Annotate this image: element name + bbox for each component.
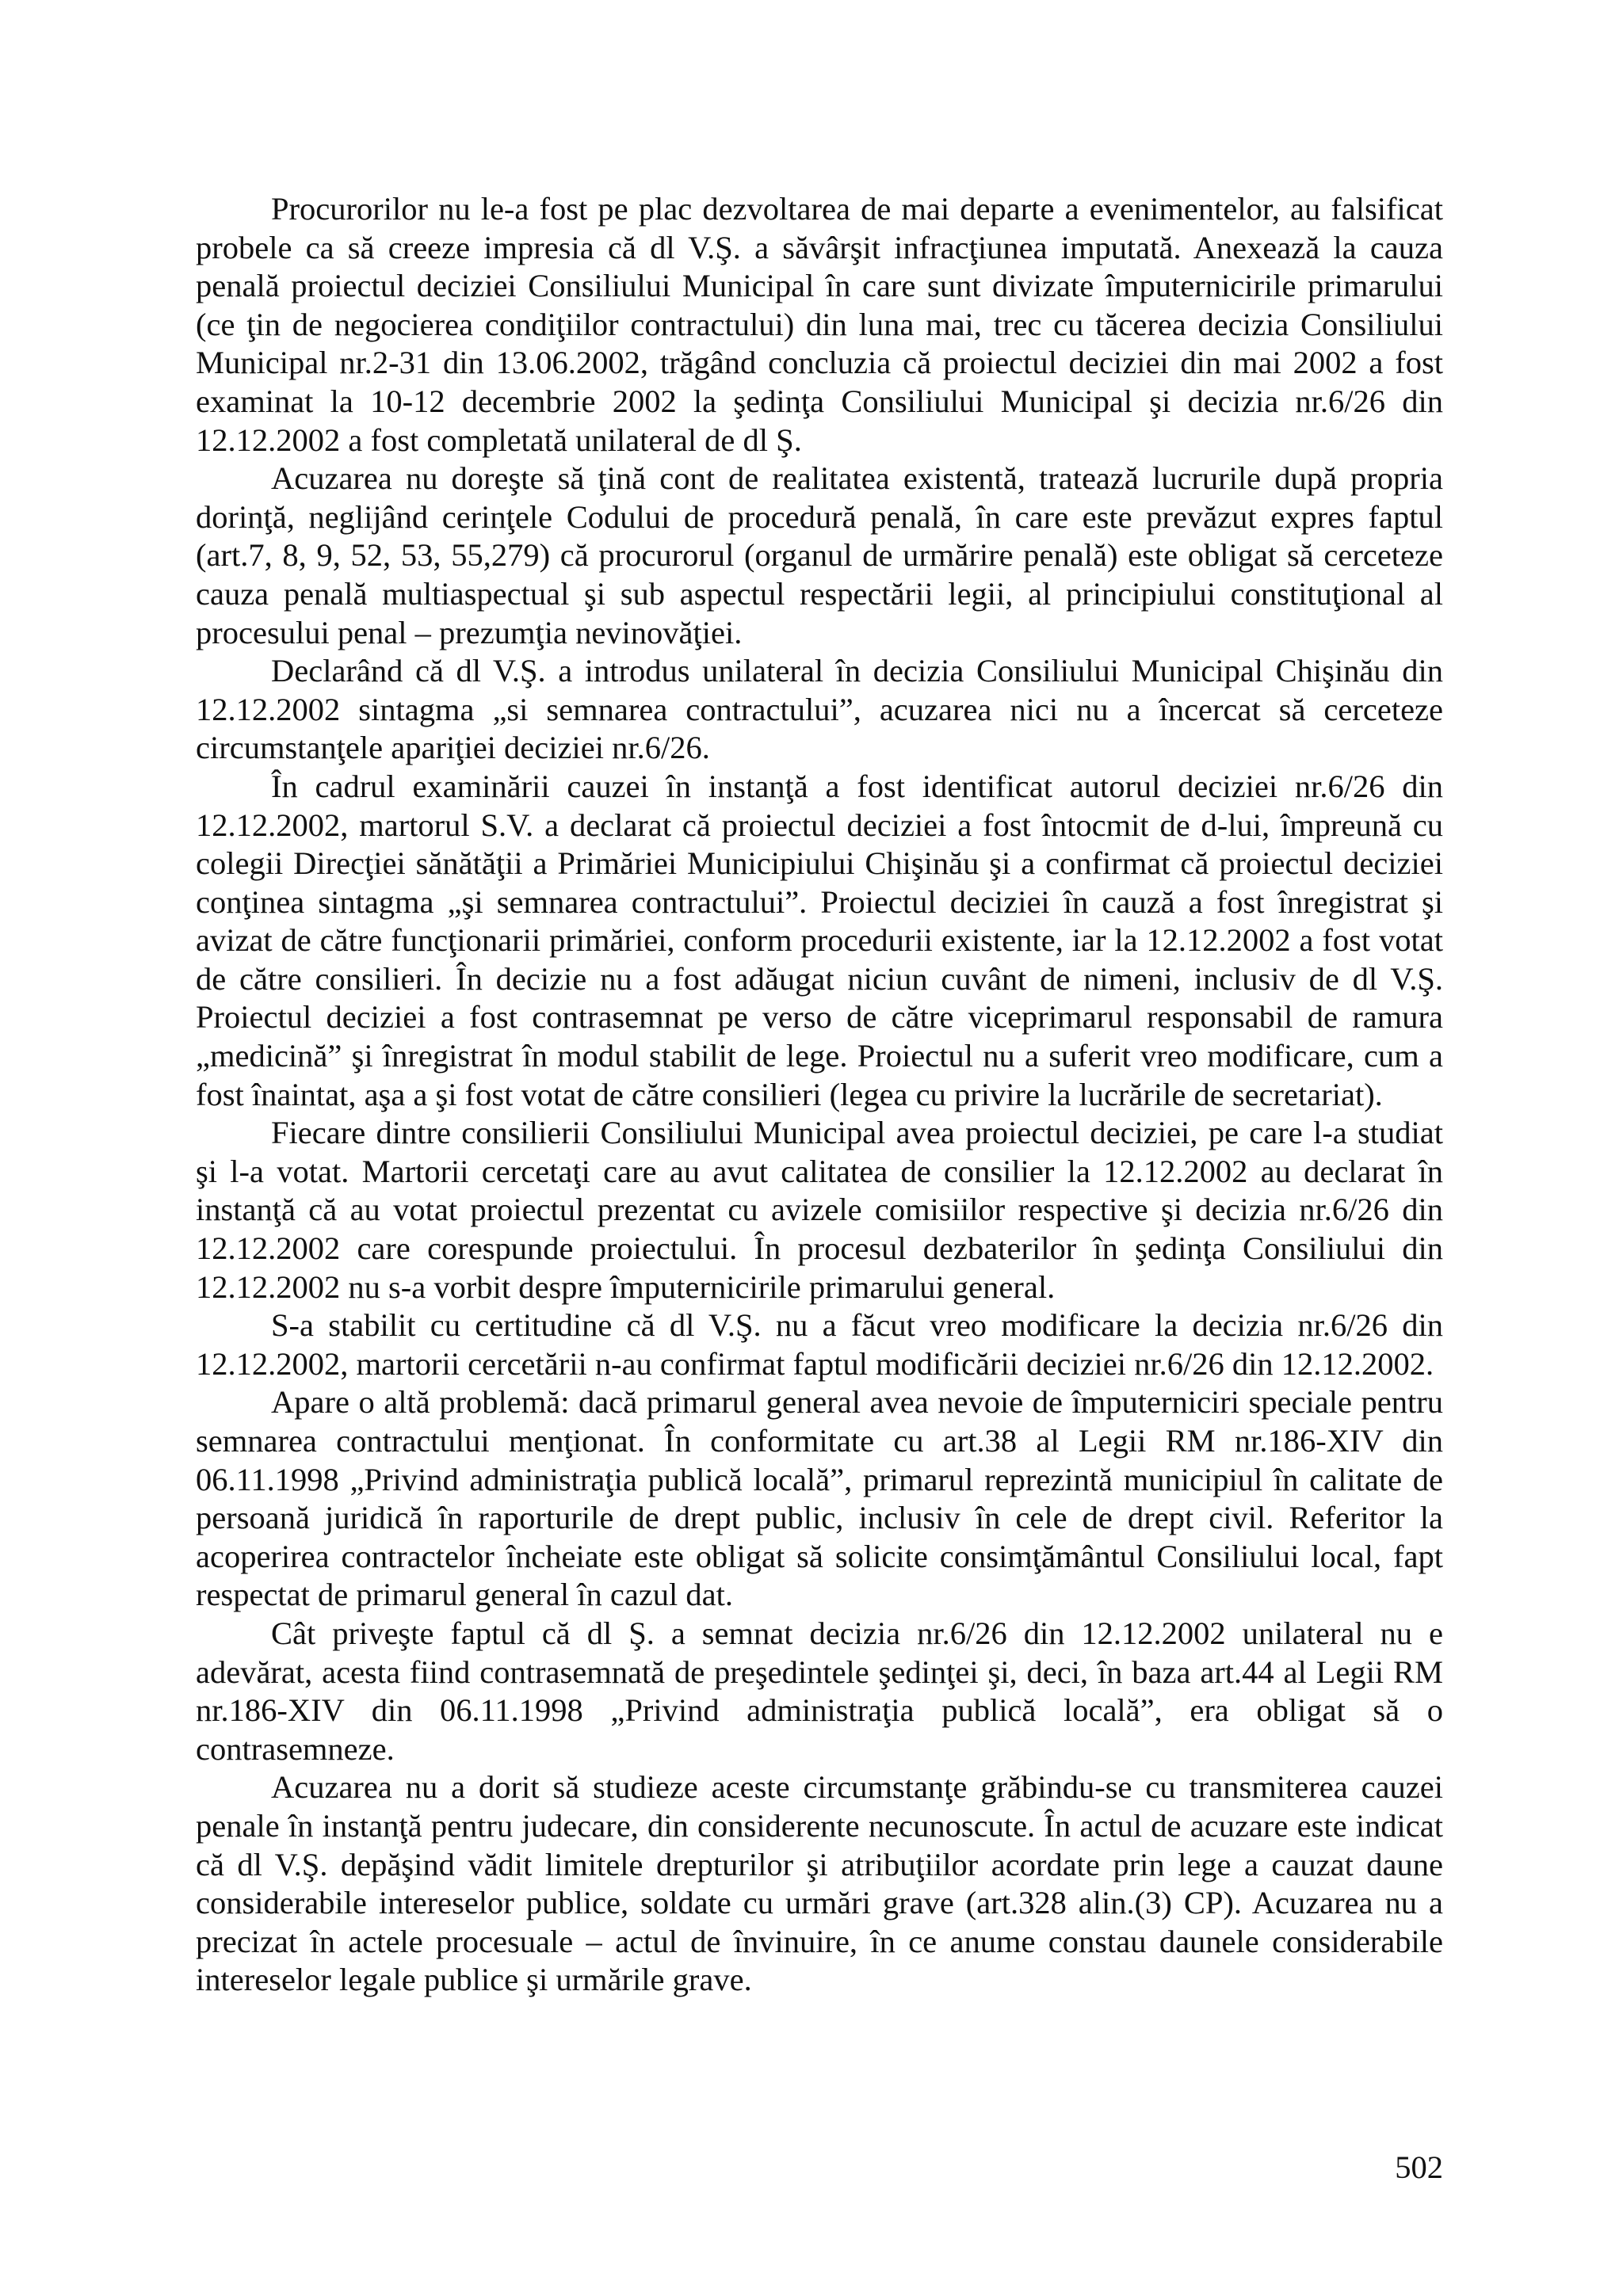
- paragraph-7: Apare o altă problemă: dacă primarul general avea nevoie de împuterniciri speciale pentru semnarea contractului menţionat. În conformitate cu art.38 al Legii RM nr.186-XIV din 06.11.1998 „Privind administraţia publică locală”, primarul reprezintă municipiul în calitate de persoană juridică în raporturile de drept public, inclusiv în cele de drept civil. Referitor la acoperirea contractelor încheiate este obligat să solicite consimţământul Consiliului local, fapt respectat de primarul general în cazul dat.: [196, 1384, 1443, 1613]
- paragraph-2: Acuzarea nu doreşte să ţină cont de realitatea existentă, tratează lucrurile după propria dorinţă, neglijând cerinţele Codului de procedură penală, în care este prevăzut expres faptul (art.7, 8, 9, 52, 53, 55,279) că procurorul (organul de urmărire penală) este obligat să cerceteze cauza penală multiaspectual şi sub aspectul respectării legii, al principiului constituţional al procesului penal – prezumţia nevinovăţiei.: [196, 460, 1443, 650]
- paragraph-5: Fiecare dintre consilierii Consiliului Municipal avea proiectul deciziei, pe care l-a studiat şi l-a votat. Martorii cercetaţi care au avut calitatea de consilier la 12.12.2002 au declarat în instanţă că au votat proiectul prezentat cu avizele comisiilor respective şi decizia nr.6/26 din 12.12.2002 care corespunde proiectului. În procesul dezbaterilor în şedinţa Consiliului din 12.12.2002 nu s-a vorbit despre împuternicirile primarului general.: [196, 1115, 1443, 1305]
- paragraph-8: Cât priveşte faptul că dl Ş. a semnat decizia nr.6/26 din 12.12.2002 unilateral nu e adevărat, acesta fiind contrasemnată de preşedintele şedinţei şi, deci, în baza art.44 al Legii RM nr.186-XIV din 06.11.1998 „Privind administraţia publică locală”, era obligat să o contrasemneze.: [196, 1615, 1443, 1767]
- body-text: [196, 190, 1443, 2000]
- paragraph-9: Acuzarea nu a dorit să studieze aceste circumstanţe grăbindu-se cu transmiterea cauzei penale în instanţă pentru judecare, din considerente necunoscute. În actul de acuzare este indicat că dl V.Ş. depăşind vădit limitele drepturilor şi atribuţiilor acordate prin lege a cauzat daune considerabile intereselor publice, soldate cu urmări grave (art.328 alin.(3) CP). Acuzarea nu a precizat în actele procesuale – actul de învinuire, în ce anume constau daunele considerabile intereselor legale publice şi urmările grave.: [196, 1769, 1443, 1998]
- paragraph-6: S-a stabilit cu certitudine că dl V.Ş. nu a făcut vreo modificare la decizia nr.6/26 din 12.12.2002, martorii cercetării n-au confirmat faptul modificării deciziei nr.6/26 din 12.12.2002.: [196, 1307, 1443, 1382]
- paragraph-4: În cadrul examinării cauzei în instanţă a fost identificat autorul deciziei nr.6/26 din 12.12.2002, martorul S.V. a declarat că proiectul deciziei a fost întocmit de d-lui, împreună cu colegii Direcţiei sănătăţii a Primăriei Municipiului Chişinău şi a confirmat că proiectul deciziei conţinea sintagma „şi semnarea contractului”. Proiectul deciziei în cauză a fost înregistrat şi avizat de către funcţionarii primăriei, conform procedurii existente, iar la 12.12.2002 a fost votat de către consilieri. În decizie nu a fost adăugat niciun cuvânt de nimeni, inclusiv de dl V.Ş. Proiectul deciziei a fost contrasemnat pe verso de către viceprimarul responsabil de ramura „medicină” şi înregistrat în modul stabilit de lege. Proiectul nu a suferit vreo modificare, cum a fost înaintat, aşa a şi fost votat de către consilieri (legea cu privire la lucrările de secretariat).: [196, 768, 1443, 1112]
- paragraph-3: Declarând că dl V.Ş. a introdus unilateral în decizia Consiliului Municipal Chişinău din 12.12.2002 sintagma „si semnarea contractului”, acuzarea nici nu a încercat să cerceteze circumstanţele apariţiei deciziei nr.6/26.: [196, 653, 1443, 766]
- paragraph-1: Procurorilor nu le-a fost pe plac dezvoltarea de mai departe a evenimentelor, au falsificat probele ca să creeze impresia că dl V.Ş. a săvârşit infracţiunea imputată. Anexează la cauza penală proiectul deciziei Consiliului Municipal în care sunt divizate împuternicirile primarului (ce ţin de negocierea condiţiilor contractului) din luna mai, trec cu tăcerea decizia Consiliului Municipal nr.2-31 din 13.06.2002, trăgând concluzia că proiectul deciziei din mai 2002 a fost examinat la 10-12 decembrie 2002 la şedinţa Consiliului Municipal şi decizia nr.6/26 din 12.12.2002 a fost completată unilateral de dl Ş.: [196, 191, 1443, 458]
- page-number: 502: [1395, 2149, 1443, 2185]
